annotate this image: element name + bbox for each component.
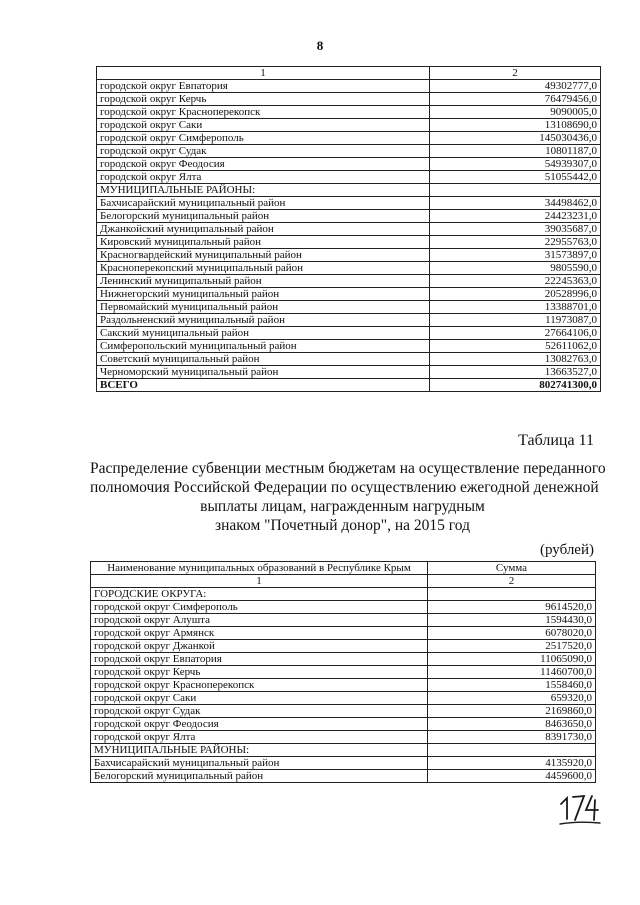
- row-name: городской округ Евпатория: [97, 80, 430, 93]
- table-row: [91, 692, 596, 705]
- table-header-row: [91, 575, 596, 588]
- row-name: МУНИЦИПАЛЬНЫЕ РАЙОНЫ:: [91, 744, 428, 757]
- row-value: 9805590,0: [430, 262, 601, 275]
- table-label: Таблица 11: [518, 432, 594, 449]
- row-value: 10801187,0: [430, 145, 601, 158]
- row-name: Черноморский муниципальный район: [97, 366, 430, 379]
- row-name: городской округ Красноперекопск: [97, 106, 430, 119]
- row-value: 2169860,0: [428, 705, 596, 718]
- row-value: 659320,0: [428, 692, 596, 705]
- table-row: [97, 80, 601, 93]
- row-value: 11460700,0: [428, 666, 596, 679]
- row-value: 22955763,0: [430, 236, 601, 249]
- row-name: Сакский муниципальный район: [97, 327, 430, 340]
- row-value: 13388701,0: [430, 301, 601, 314]
- row-value: 76479456,0: [430, 93, 601, 106]
- table-row: [91, 588, 596, 601]
- row-name: Красноперекопский муниципальный район: [97, 262, 430, 275]
- row-name: городской округ Симферополь: [97, 132, 430, 145]
- row-name: городской округ Феодосия: [91, 718, 428, 731]
- row-name: ГОРОДСКИЕ ОКРУГА:: [91, 588, 428, 601]
- row-name: городской округ Саки: [91, 692, 428, 705]
- row-name: городской округ Керчь: [97, 93, 430, 106]
- table-row: [91, 627, 596, 640]
- row-value: 2517520,0: [428, 640, 596, 653]
- row-value: 1594430,0: [428, 614, 596, 627]
- table-row: [97, 288, 601, 301]
- row-value: 31573897,0: [430, 249, 601, 262]
- row-value: 11065090,0: [428, 653, 596, 666]
- row-value: 1558460,0: [428, 679, 596, 692]
- row-name: городской округ Судак: [91, 705, 428, 718]
- table-row: [97, 314, 601, 327]
- row-value: 20528996,0: [430, 288, 601, 301]
- units-label: (рублей): [539, 542, 594, 558]
- row-value: 27664106,0: [430, 327, 601, 340]
- table-row: [97, 340, 601, 353]
- table-row: [97, 171, 601, 184]
- row-name: городской округ Симферополь: [91, 601, 428, 614]
- table-row: [97, 106, 601, 119]
- row-value: 145030436,0: [430, 132, 601, 145]
- row-name: городской округ Красноперекопск: [91, 679, 428, 692]
- table-row: [97, 353, 601, 366]
- table-row: [91, 601, 596, 614]
- column-title-sum: Сумма: [428, 562, 596, 575]
- table-row: [97, 327, 601, 340]
- table-row: [97, 184, 601, 197]
- table-row: [91, 770, 596, 783]
- row-name: МУНИЦИПАЛЬНЫЕ РАЙОНЫ:: [97, 184, 430, 197]
- table-row: [91, 744, 596, 757]
- table-row: [97, 275, 601, 288]
- total-label: ВСЕГО: [97, 379, 430, 392]
- subvention-table-1: [96, 66, 601, 392]
- row-value: 4459600,0: [428, 770, 596, 783]
- row-value: 49302777,0: [430, 80, 601, 93]
- row-value: 39035687,0: [430, 223, 601, 236]
- table-row: [97, 210, 601, 223]
- row-value: 13663527,0: [430, 366, 601, 379]
- total-row: [97, 379, 601, 392]
- table-row: [97, 119, 601, 132]
- subvention-table-2: [90, 561, 596, 783]
- row-name: Ленинский муниципальный район: [97, 275, 430, 288]
- row-name: городской округ Керчь: [91, 666, 428, 679]
- row-name: Бахчисарайский муниципальный район: [91, 757, 428, 770]
- table-row: [91, 731, 596, 744]
- table-row: [91, 705, 596, 718]
- row-name: городской округ Саки: [97, 119, 430, 132]
- row-name: городской округ Феодосия: [97, 158, 430, 171]
- row-value: 54939307,0: [430, 158, 601, 171]
- row-value: [430, 184, 601, 197]
- row-value: 6078020,0: [428, 627, 596, 640]
- row-name: городской округ Судак: [97, 145, 430, 158]
- row-value: 22245363,0: [430, 275, 601, 288]
- table-row: [91, 666, 596, 679]
- table-row: [97, 262, 601, 275]
- row-value: 13108690,0: [430, 119, 601, 132]
- table-row: [91, 640, 596, 653]
- table-title: [90, 459, 606, 535]
- row-name: Белогорский муниципальный район: [91, 770, 428, 783]
- handwritten-page-number: [558, 792, 602, 828]
- row-value: 9090005,0: [430, 106, 601, 119]
- row-value: 11973087,0: [430, 314, 601, 327]
- table-header-row: [97, 67, 601, 80]
- column-title-name: Наименование муниципальных образований в Республике Крым: [91, 562, 428, 575]
- table-row: [97, 366, 601, 379]
- table-row: [91, 679, 596, 692]
- table-row: [91, 614, 596, 627]
- row-name: Джанкойский муниципальный район: [97, 223, 430, 236]
- table-row: [91, 653, 596, 666]
- table-row: [97, 132, 601, 145]
- row-name: Первомайский муниципальный район: [97, 301, 430, 314]
- row-name: городской округ Ялта: [91, 731, 428, 744]
- column-number-1: 1: [91, 575, 428, 588]
- row-value: 13082763,0: [430, 353, 601, 366]
- table-row: [97, 158, 601, 171]
- column-number-2: 2: [430, 67, 601, 80]
- row-name: Раздольненский муниципальный район: [97, 314, 430, 327]
- table-row: [97, 223, 601, 236]
- row-name: городской округ Алушта: [91, 614, 428, 627]
- row-value: 8391730,0: [428, 731, 596, 744]
- page-number: 8: [316, 38, 324, 53]
- row-name: Бахчисарайский муниципальный район: [97, 197, 430, 210]
- row-name: Красногвардейский муниципальный район: [97, 249, 430, 262]
- row-name: Нижнегорский муниципальный район: [97, 288, 430, 301]
- table-row: [91, 757, 596, 770]
- row-name: Белогорский муниципальный район: [97, 210, 430, 223]
- row-name: городской округ Евпатория: [91, 653, 428, 666]
- table-row: [97, 301, 601, 314]
- row-name: Симферопольский муниципальный район: [97, 340, 430, 353]
- table-title-line: выплаты лицам, награжденным нагрудным: [200, 498, 485, 515]
- row-name: Кировский муниципальный район: [97, 236, 430, 249]
- table-row: [97, 236, 601, 249]
- row-value: 4135920,0: [428, 757, 596, 770]
- row-value: [428, 588, 596, 601]
- row-name: городской округ Ялта: [97, 171, 430, 184]
- column-number-2: 2: [428, 575, 596, 588]
- total-value: 802741300,0: [430, 379, 601, 392]
- table-title-line: знаком "Почетный донор", на 2015 год: [215, 517, 470, 534]
- table-row: [91, 718, 596, 731]
- row-value: 24423231,0: [430, 210, 601, 223]
- row-value: 8463650,0: [428, 718, 596, 731]
- row-value: 9614520,0: [428, 601, 596, 614]
- column-number-1: 1: [97, 67, 430, 80]
- row-value: 52611062,0: [430, 340, 601, 353]
- table-row: [97, 93, 601, 106]
- row-value: [428, 744, 596, 757]
- row-name: городской округ Джанкой: [91, 640, 428, 653]
- table-row: [97, 197, 601, 210]
- table-column-titles-row: [91, 562, 596, 575]
- row-value: 34498462,0: [430, 197, 601, 210]
- table-title-line: Распределение субвенции местным бюджетам на осуществление переданного: [90, 460, 606, 477]
- row-value: 51055442,0: [430, 171, 601, 184]
- row-name: городской округ Армянск: [91, 627, 428, 640]
- row-name: Советский муниципальный район: [97, 353, 430, 366]
- table-title-line: полномочия Российской Федерации по осуществлению ежегодной денежной: [90, 479, 599, 496]
- table-row: [97, 249, 601, 262]
- table-row: [97, 145, 601, 158]
